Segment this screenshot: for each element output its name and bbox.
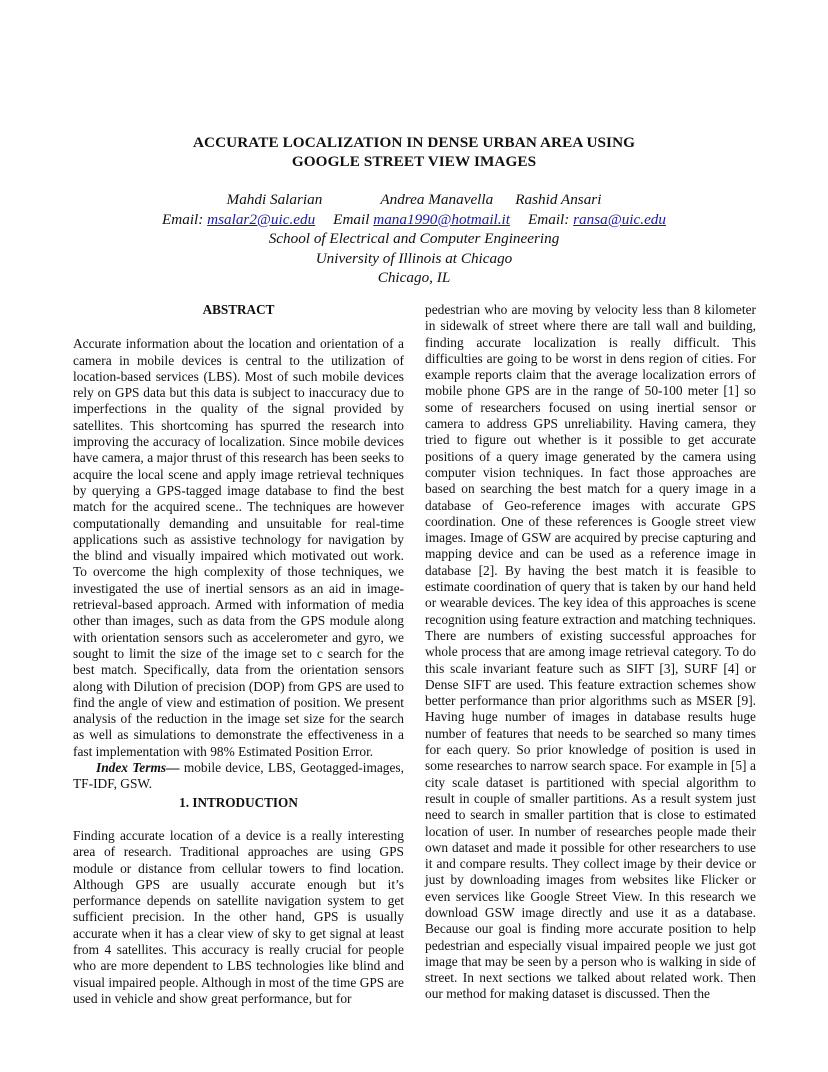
introduction-heading: 1. INTRODUCTION <box>179 794 298 810</box>
left-column <box>73 302 404 1007</box>
author-emails <box>0 210 828 230</box>
author-name-2: Andrea Manavella <box>380 191 494 208</box>
index-terms-text: mobile device, LBS, Geotagged-images, TF-IDF, GSW. <box>73 760 404 792</box>
affiliation-university: University of Illinois at Chicago <box>315 249 513 267</box>
introduction-body-left: Finding accurate location of a device is a really interesting area of research. Traditional approaches are using GPS module or distance from cellular towers to find location. Although GPS are usually accurate enough but it’s performance depends on satellite navigation system to get sufficient precision. In the other hand, GPS is usually accurate when it has a clear view of sky to get signal at least from 4 satellites. This accuracy is really crucial for people who are more dependent to LBS technologies like blind and visual impaired people. Although in most of the time GPS are used in vehicle and show great performance, but for <box>73 827 404 1006</box>
email-label-1: Email: <box>161 210 208 228</box>
index-terms-label: Index Terms— <box>96 760 180 776</box>
author-block <box>0 190 828 288</box>
abstract-body: Accurate information about the location and orientation of a camera in mobile devices is central to the utilization of location-based services (LBS). Most of such mobile devices rely on GPS data but this data is subject to inaccuracy due to imperfections in the quality of the signal provided by satellites. This shortcoming has spurred the research into improving the accuracy of localization. Since mobile devices have camera, a major thrust of this research has been seeks to acquire the local scene and apply image retrieval techniques by querying a GPS-tagged image database to find the best match for the acquired scene.. The techniques are however computationally demanding and unsuitable for real-time applications such as assistive technology for navigation by the blind and visually impaired which motivated out work. To overcome the high complexity of those techniques, we investigated the use of inertial sensors as an aid in image-retrieval-based approach. Armed with information of media other than images, such as data from the GPS module along with orientation sensors such as accelerometer and gyro, we sought to limit the size of the image set to c search for the best match. Specifically, data from the orientation sensors along with Dilution of precision (DOP) from GPS are used to find the angle of view and estimation of position. We present analysis of the reduction in the image set size for the search as well as simulations to demonstrate the effectiveness in a fast implementation with 98% Estimated Position Error. <box>73 336 404 759</box>
affiliation-school: School of Electrical and Computer Engineering <box>268 230 560 247</box>
title-line-1: ACCURATE LOCALIZATION IN DENSE URBAN AREA USING <box>192 134 636 151</box>
email-link-1[interactable]: msalar2@uic.edu <box>207 210 316 228</box>
email-link-3[interactable]: ransa@uic.edu <box>573 210 666 228</box>
author-name-1: Mahdi Salarian <box>226 191 323 208</box>
author-names <box>0 190 828 210</box>
introduction-body-right: pedestrian who are moving by velocity less than 8 kilometer in sidewalk of street where there are tall wall and building, finding accurate localization is really difficult. This difficulties are going to be worst in dens region of cities. For example reports claim that the average localization errors of mobile phone GPS are in the range of 50-100 meter [1] so some of researchers focused on using inertial sensor or camera to address GPS unreliability. Having camera, they tried to figure out whether is it possible to get accurate positions of a query image generated by the camera using computer vision techniques. In fact those approaches are based on searching the best match for a query image in a database of Geo-reference images with accurate GPS coordination. One of these references is Google street view images. Image of GSW are acquired by precise capturing and mapping device and can be used as a reference image in database [2]. By having the best match it is feasible to estimate coordination of query that is taken by our hand held or wearable devices. The key idea of this approaches is scene recognition using feature extraction and matching techniques. There are numbers of existing successful approaches for whole process that are among image retrieval category. To do this scale invariant feature such as SIFT [3], SURF [4] or Dense SIFT are used. This feature extraction schemes show better performance than prior algorithms such as MSER [9]. Having huge number of images in database results huge number of features that needs to be searched so many times for each query. So prior knowledge of position is used in some researches to narrow search space. For example in [5] a city scale dataset is partitioned with special algorithm to result in couple of smaller partitions. As a result system just need to search in smaller partition that is close to estimated location of user. In number of researches people made their own dataset and made it possible for other researchers to use it and compare results. They collect image by their device or just by downloading images from websites like Flicker or even services like Google Street View. In this research we download GSW image directly and use it as a database. Because our goal is finding more accurate position to help pedestrian and especially visual impaired people we just got image that may be seen by a person who is walking in side of street. In next sections we talked about related work. Then our method for making dataset is discussed. Then the <box>425 302 756 1002</box>
abstract-heading: ABSTRACT <box>202 302 275 317</box>
email-label-3: Email: <box>528 210 574 228</box>
paper-title <box>0 133 828 171</box>
author-name-3: Rashid Ansari <box>515 191 602 208</box>
title-line-2: GOOGLE STREET VIEW IMAGES <box>291 153 537 170</box>
email-link-2[interactable]: mana1990@hotmail.it <box>373 210 510 228</box>
email-label-2: Email <box>333 210 374 228</box>
affiliation-city: Chicago, IL <box>377 269 451 286</box>
index-terms <box>73 760 404 793</box>
right-column <box>425 302 756 1003</box>
